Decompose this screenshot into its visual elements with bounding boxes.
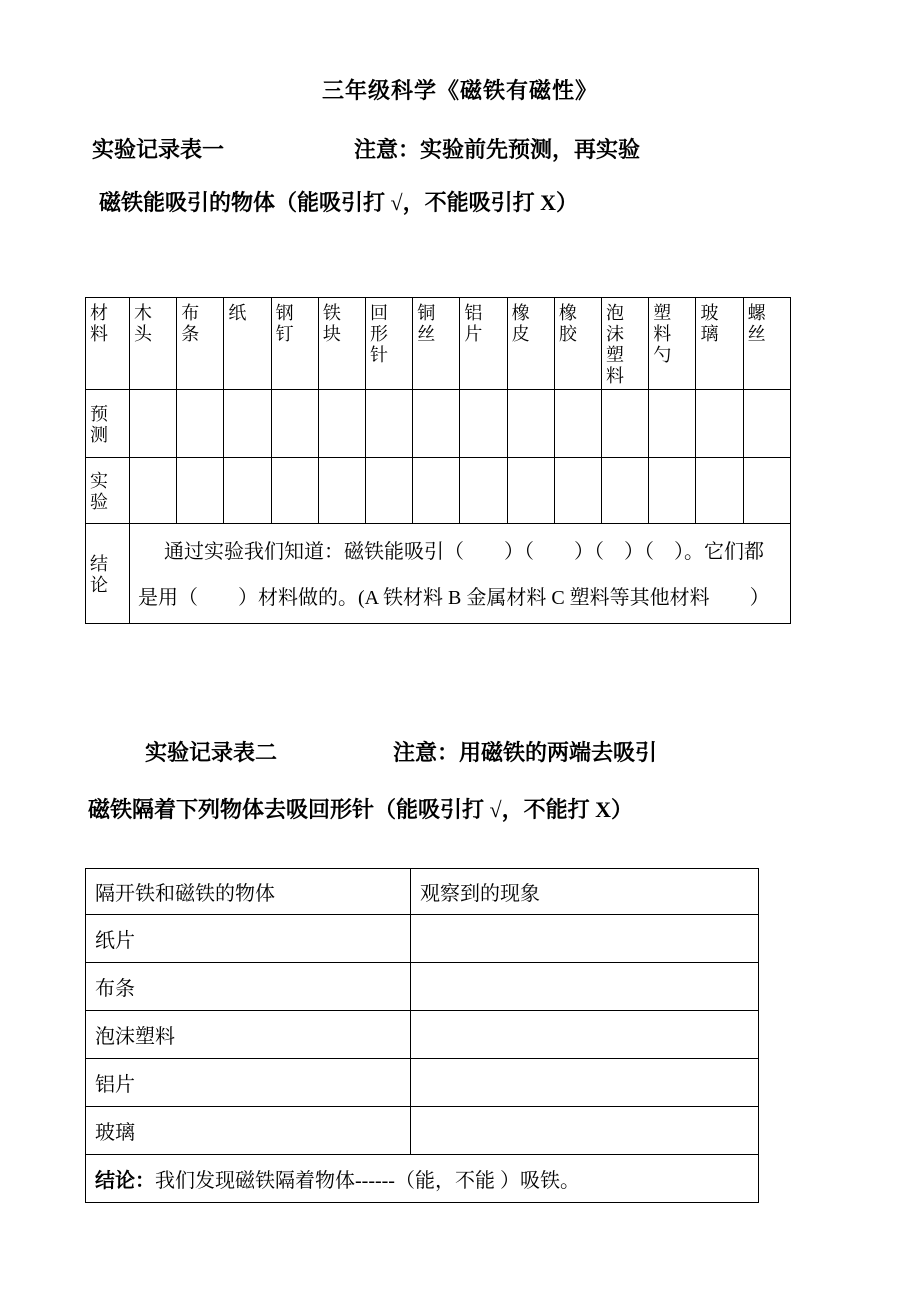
prediction-cell[interactable]: [696, 390, 743, 458]
header-cell: 泡沫塑料: [602, 298, 649, 390]
experiment-cell[interactable]: [318, 458, 365, 524]
section1-heading: 实验记录表一: [92, 137, 225, 162]
observation-cell[interactable]: [411, 963, 759, 1011]
experiment-cell[interactable]: [177, 458, 224, 524]
prediction-cell[interactable]: [130, 390, 177, 458]
prediction-cell[interactable]: [743, 390, 790, 458]
experiment-cell[interactable]: [696, 458, 743, 524]
header-cell: 木头: [130, 298, 177, 390]
header-cell: 纸: [224, 298, 271, 390]
experiment-cell[interactable]: [554, 458, 601, 524]
object-label: 泡沫塑料: [86, 1011, 411, 1059]
experiment-cell[interactable]: [507, 458, 554, 524]
table2-conclusion-text: 我们发现磁铁隔着物体------（能，不能 ）吸铁。: [155, 1170, 580, 1193]
header-cell: 玻璃: [696, 298, 743, 390]
object-label: 玻璃: [86, 1107, 411, 1155]
section2-instruction: 磁铁隔着下列物体去吸回形针（能吸引打 √，不能打 X）: [88, 797, 633, 823]
prediction-cell[interactable]: [554, 390, 601, 458]
section2-note: 注意：用磁铁的两端去吸引: [393, 740, 658, 766]
experiment-cell[interactable]: [649, 458, 696, 524]
table2-row-cloth: [86, 963, 759, 1011]
observation-cell[interactable]: [411, 1059, 759, 1107]
experiment-cell[interactable]: [602, 458, 649, 524]
prediction-cell[interactable]: [318, 390, 365, 458]
table2-row-aluminum: [86, 1059, 759, 1107]
prediction-cell[interactable]: [366, 390, 413, 458]
header-cell: 橡胶: [554, 298, 601, 390]
experiment-cell[interactable]: [224, 458, 271, 524]
header-cell-material: 材料: [86, 298, 130, 390]
observation-cell[interactable]: [411, 915, 759, 963]
section1-instruction: 磁铁能吸引的物体（能吸引打 √，不能吸引打 X）: [99, 190, 578, 215]
experiment-cell[interactable]: [271, 458, 318, 524]
prediction-cell[interactable]: [507, 390, 554, 458]
table2-header-objects: 隔开铁和磁铁的物体: [86, 869, 411, 915]
table2-conclusion-row: [86, 1155, 759, 1203]
object-label: 纸片: [86, 915, 411, 963]
record-table-2: [85, 868, 759, 1203]
prediction-cell[interactable]: [224, 390, 271, 458]
table2-conclusion-cell: [86, 1155, 759, 1203]
observation-cell[interactable]: [411, 1011, 759, 1059]
experiment-cell[interactable]: [130, 458, 177, 524]
table2-conclusion-label: 结论：: [95, 1170, 155, 1193]
prediction-cell[interactable]: [602, 390, 649, 458]
conclusion-line1: 通过实验我们知道：磁铁能吸引（ ）（ ）（ ）（ ）。它们都: [164, 541, 764, 564]
object-label: 铝片: [86, 1059, 411, 1107]
experiment-cell[interactable]: [413, 458, 460, 524]
object-label: 布条: [86, 963, 411, 1011]
header-cell: 布条: [177, 298, 224, 390]
section1-heading-row: [92, 133, 920, 164]
experiment-cell[interactable]: [743, 458, 790, 524]
experiment-row-label: 实验: [86, 458, 130, 524]
header-cell: 螺丝: [743, 298, 790, 390]
page-title: 三年级科学《磁铁有磁性》: [321, 78, 598, 103]
section2-heading-row: [145, 736, 920, 767]
table2-row-glass: [86, 1107, 759, 1155]
header-cell: 铝片: [460, 298, 507, 390]
header-cell: 橡皮: [507, 298, 554, 390]
experiment-cell[interactable]: [366, 458, 413, 524]
header-cell: 回形针: [366, 298, 413, 390]
prediction-cell[interactable]: [649, 390, 696, 458]
prediction-cell[interactable]: [413, 390, 460, 458]
prediction-cell[interactable]: [271, 390, 318, 458]
header-cell: 铁块: [318, 298, 365, 390]
prediction-cell[interactable]: [177, 390, 224, 458]
conclusion-line2: 是用（ ）材料做的。(A 铁材料 B 金属材料 C 塑料等其他材料 ）: [138, 587, 770, 610]
header-cell: 塑料勺: [649, 298, 696, 390]
header-cell: 钢钉: [271, 298, 318, 390]
section1-note: 注意：实验前先预测，再实验: [354, 137, 641, 162]
record-table-1: [85, 297, 791, 624]
conclusion-text-cell: [130, 524, 791, 624]
experiment-row: [86, 458, 791, 524]
section2-heading: 实验记录表二: [145, 740, 278, 766]
table2-row-paper: [86, 915, 759, 963]
prediction-row-label: 预测: [86, 390, 130, 458]
observation-cell[interactable]: [411, 1107, 759, 1155]
table2-row-foam: [86, 1011, 759, 1059]
prediction-row: [86, 390, 791, 458]
header-cell: 铜丝: [413, 298, 460, 390]
table1-header-row: [86, 298, 791, 390]
prediction-cell[interactable]: [460, 390, 507, 458]
table2-header-observation: 观察到的现象: [411, 869, 759, 915]
experiment-cell[interactable]: [460, 458, 507, 524]
conclusion-row-label: 结论: [86, 524, 130, 624]
conclusion-row: [86, 524, 791, 624]
table2-header-row: [86, 869, 759, 915]
